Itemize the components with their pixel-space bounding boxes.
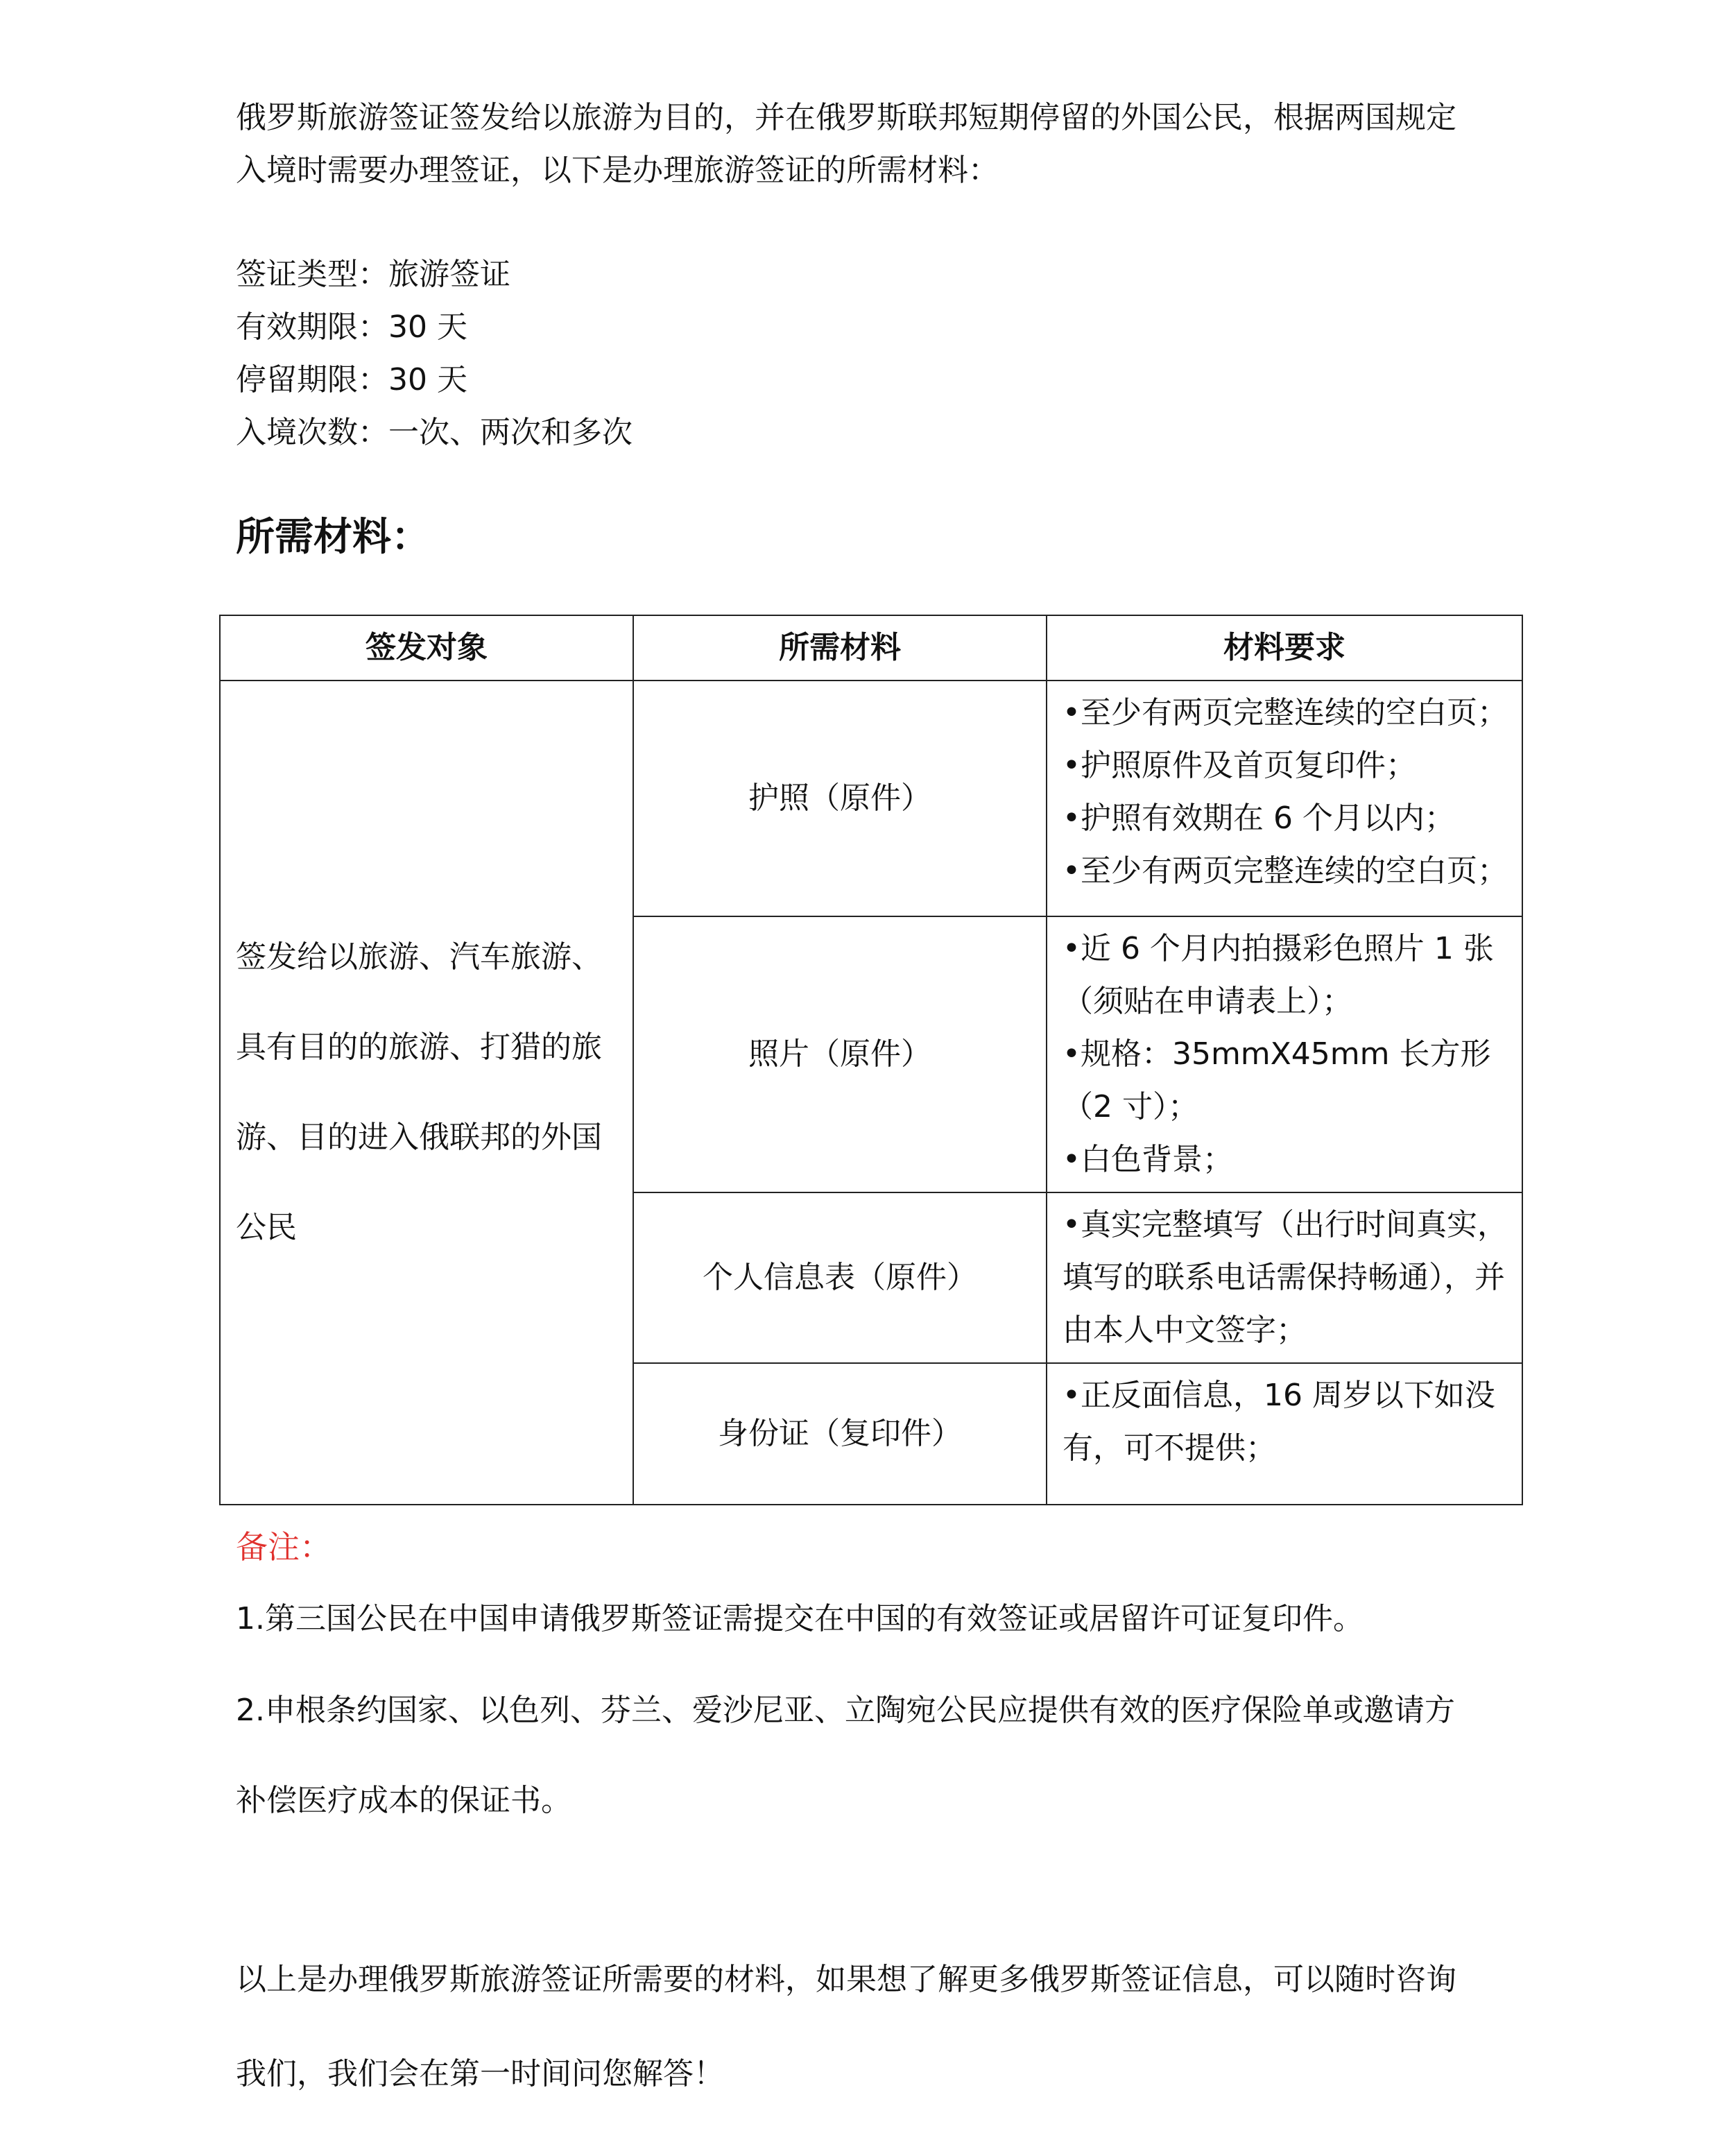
intro-line-1: 俄罗斯旅游签证签发给以旅游为目的，并在俄罗斯联邦短期停留的外国公民，根据两国规定	[236, 100, 1456, 135]
requirement-item: •规格：35mmX45mm 长方形（2 寸）；	[1063, 1036, 1491, 1124]
requirement-item: •至少有两页完整连续的空白页；	[1063, 695, 1508, 730]
requirement-item: •正反面信息，16 周岁以下如没有，可不提供；	[1063, 1378, 1495, 1466]
material-passport: 护照（原件）	[633, 681, 1047, 916]
requirement-item: •近 6 个月内拍摄彩色照片 1 张（须贴在申请表上）；	[1063, 931, 1494, 1019]
header-material: 所需材料	[633, 615, 1047, 681]
requirement-item: •护照有效期在 6 个月以内；	[1063, 801, 1455, 836]
requirements-table	[219, 615, 1523, 1505]
closing-line-1: 以上是办理俄罗斯旅游签证所需要的材料，如果想了解更多俄罗斯签证信息，可以随时咨询	[236, 1962, 1456, 1997]
requirements-photo	[1047, 916, 1522, 1192]
issue-target: 签发给以旅游、汽车旅游、具有目的的旅游、打猎的旅游、目的进入俄联邦的外国公民	[220, 681, 633, 1505]
requirements-personal-info-form	[1047, 1192, 1522, 1363]
note-2-line-1: 2.申根条约国家、以色列、芬兰、爱沙尼亚、立陶宛公民应提供有效的医疗保险单或邀请方	[236, 1693, 1455, 1728]
requirement-item: •护照原件及首页复印件；	[1063, 748, 1416, 783]
requirements-passport	[1047, 681, 1522, 916]
table-header-row	[220, 615, 1522, 681]
notes-title: 备注：	[236, 1528, 332, 1566]
material-id-card: 身份证（复印件）	[633, 1363, 1047, 1505]
note-2-line-2: 补偿医疗成本的保证书。	[236, 1783, 571, 1818]
requirement-item: •白色背景；	[1063, 1142, 1233, 1177]
requirements-id-card	[1047, 1363, 1522, 1505]
section-title: 所需材料：	[236, 515, 430, 560]
material-personal-info-form: 个人信息表（原件）	[633, 1192, 1047, 1363]
visa-type: 签证类型：旅游签证	[236, 257, 510, 292]
header-target: 签发对象	[220, 615, 633, 681]
requirement-item: •至少有两页完整连续的空白页；	[1063, 853, 1508, 889]
visa-stay: 停留期限：30 天	[236, 362, 467, 397]
visa-entries: 入境次数：一次、两次和多次	[236, 415, 633, 450]
closing-line-2: 我们，我们会在第一时间问您解答！	[236, 2056, 724, 2091]
visa-validity: 有效期限：30 天	[236, 309, 467, 345]
intro-line-2: 入境时需要办理签证，以下是办理旅游签证的所需材料：	[236, 153, 999, 188]
material-photo: 照片（原件）	[633, 916, 1047, 1192]
header-requirements: 材料要求	[1047, 615, 1522, 681]
note-1: 1.第三国公民在中国申请俄罗斯签证需提交在中国的有效签证或居留许可证复印件。	[236, 1601, 1364, 1636]
table-row	[220, 681, 1522, 916]
requirement-item: •真实完整填写（出行时间真实，填写的联系电话需保持畅通），并由本人中文签字；	[1063, 1207, 1508, 1348]
